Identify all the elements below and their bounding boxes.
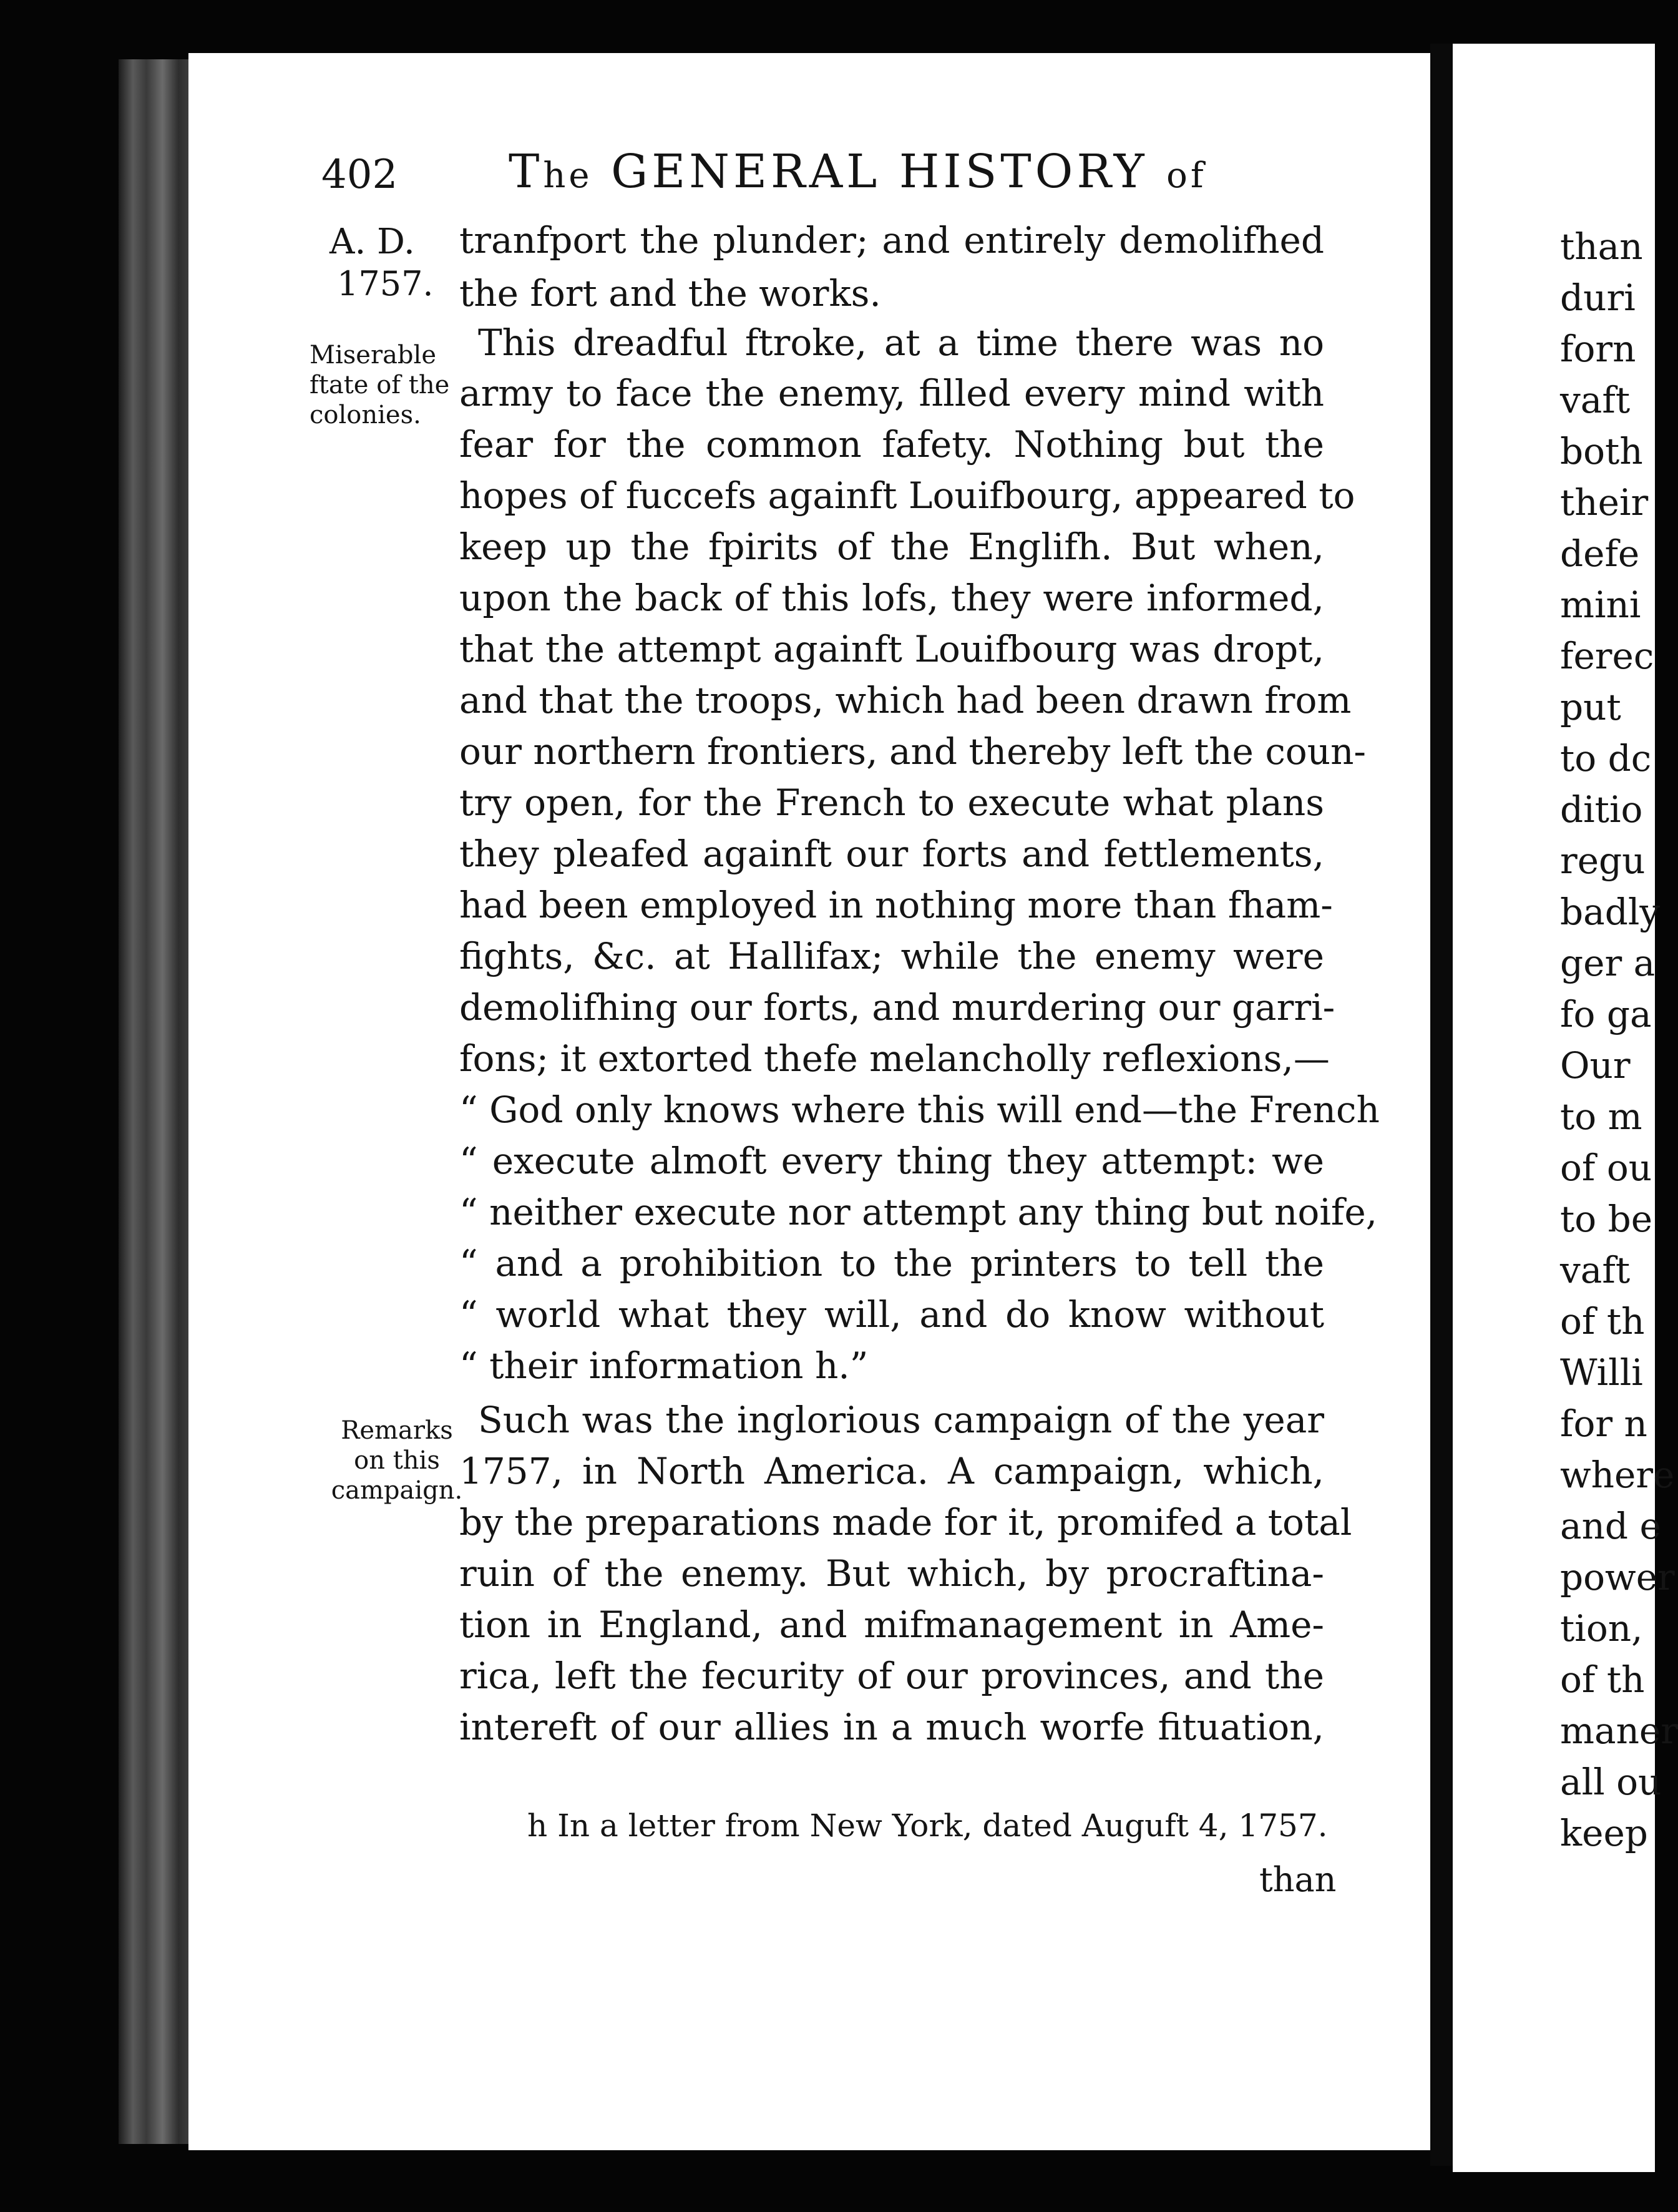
right-page-fragment: tion,	[1560, 1607, 1643, 1650]
body-line: ruin of the enemy. But which, by procraftina-	[459, 1552, 1324, 1595]
right-page-fragment: to be	[1560, 1198, 1653, 1240]
right-page-fragment: badly	[1560, 891, 1661, 933]
body-line: 1757, in North America. A campaign, which,	[459, 1450, 1324, 1492]
body-line: Such was the inglorious campaign of the year	[478, 1399, 1324, 1441]
right-page-fragment: of th	[1560, 1300, 1645, 1343]
body-line: tranfport the plunder; and entirely demolifhed	[459, 219, 1324, 262]
margin-date-ad: A. D.	[329, 222, 415, 262]
body-line: demolifhing our forts, and murdering our garri-	[459, 986, 1335, 1029]
right-page-fragment: ger a	[1560, 942, 1656, 984]
side-note-line: ftate of the	[310, 371, 450, 399]
right-page-fragment: ferec	[1560, 635, 1654, 677]
body-line: by the preparations made for it, promifed a total	[459, 1501, 1352, 1544]
body-line: “ world what they will, and do know without	[459, 1293, 1324, 1336]
page-number: 402	[321, 152, 398, 198]
footnote: h In a letter from New York, dated Auguft 4, 1757.	[527, 1808, 1328, 1844]
body-line: try open, for the French to execute what plans	[459, 781, 1324, 824]
right-page-fragment: ditio	[1560, 788, 1643, 831]
right-page-fragment: of th	[1560, 1658, 1645, 1701]
right-page-fragment: Our	[1560, 1044, 1631, 1087]
page-gutter	[1430, 44, 1453, 2166]
running-head-main: GENERAL HISTORY	[611, 145, 1148, 198]
body-line: fons; it extorted thefe melancholly reflexions,—	[459, 1037, 1330, 1080]
running-head-he: he	[543, 155, 593, 196]
right-page-fragment: all ou	[1560, 1761, 1662, 1803]
right-page-fragment: where	[1560, 1454, 1675, 1496]
side-note-line: colonies.	[310, 401, 421, 429]
body-line: fear for the common fafety. Nothing but the	[459, 423, 1324, 466]
margin-date-year: 1757.	[337, 264, 434, 303]
side-note-line: on this	[354, 1446, 440, 1475]
body-line: “ and a prohibition to the printers to tell the	[459, 1242, 1324, 1285]
right-page-fragment: keep	[1560, 1812, 1648, 1854]
body-line: fights, &c. at Hallifax; while the enemy were	[459, 935, 1324, 977]
right-page-fragment: maner	[1560, 1710, 1678, 1752]
running-head-t: T	[509, 145, 544, 198]
right-page-fragment: defe	[1560, 532, 1640, 575]
body-line: and that the troops, which had been drawn from	[459, 679, 1352, 722]
body-line: army to face the enemy, filled every mind with	[459, 372, 1324, 414]
body-line: hopes of fuccefs againft Louifbourg, appeared to	[459, 474, 1355, 517]
right-page-fragment: both	[1560, 430, 1643, 472]
right-page-fragment: than	[1560, 225, 1643, 268]
side-note-colonies	[310, 340, 459, 430]
body-line: intereft of our allies in a much worfe fituation,	[459, 1706, 1324, 1748]
book-edge	[119, 59, 198, 2144]
body-line: upon the back of this lofs, they were informed,	[459, 577, 1324, 619]
body-line: “ neither execute nor attempt any thing but noife,	[459, 1191, 1378, 1233]
body-line: “ their information h.”	[459, 1344, 869, 1387]
right-page-fragment: to m	[1560, 1095, 1642, 1138]
running-head-of: of	[1166, 155, 1207, 196]
body-line: that the attempt againft Louifbourg was dropt,	[459, 628, 1324, 670]
body-line: rica, left the fecurity of our provinces, and the	[459, 1655, 1324, 1697]
body-line: “ God only knows where this will end—the French	[459, 1089, 1380, 1131]
right-page-fragment: put	[1560, 686, 1621, 728]
body-line: This dreadful ftroke, at a time there was no	[478, 321, 1324, 364]
right-page-fragment: to dc	[1560, 737, 1652, 780]
body-line: keep up the fpirits of the Englifh. But when,	[459, 526, 1324, 568]
side-note-line: Remarks	[341, 1416, 453, 1445]
right-page-fragment: fo ga	[1560, 993, 1652, 1035]
right-page-fragment: vaft	[1560, 1249, 1631, 1291]
right-page-fragment: their	[1560, 481, 1649, 524]
right-page-fragment: for n	[1560, 1402, 1647, 1445]
side-note-line: Miserable	[310, 341, 436, 369]
side-note-line: campaign.	[331, 1476, 463, 1505]
body-line: “ execute almoft every thing they attempt: we	[459, 1140, 1324, 1182]
right-page-fragment: mini	[1560, 584, 1641, 626]
body-line: they pleafed againft our forts and fettlements,	[459, 833, 1324, 875]
right-page-fragment: regu	[1560, 839, 1646, 882]
right-page-fragment: power	[1560, 1556, 1675, 1598]
body-line: tion in England, and mifmanagement in Ame-	[459, 1603, 1324, 1646]
catchword: than	[1259, 1860, 1337, 1899]
right-page-fragment: of ou	[1560, 1147, 1652, 1189]
side-note-campaign	[322, 1416, 472, 1505]
right-page-fragment: and e	[1560, 1505, 1661, 1547]
body-line: the fort and the works.	[459, 272, 881, 315]
right-page-fragment: duri	[1560, 276, 1636, 319]
right-page-fragment: forn	[1560, 328, 1636, 370]
running-head	[509, 145, 1207, 198]
right-page-fragment: vaft	[1560, 379, 1631, 421]
right-page-fragment: Willi	[1560, 1351, 1643, 1394]
body-line: had been employed in nothing more than fham-	[459, 884, 1333, 926]
body-line: our northern frontiers, and thereby left the coun-	[459, 730, 1367, 773]
